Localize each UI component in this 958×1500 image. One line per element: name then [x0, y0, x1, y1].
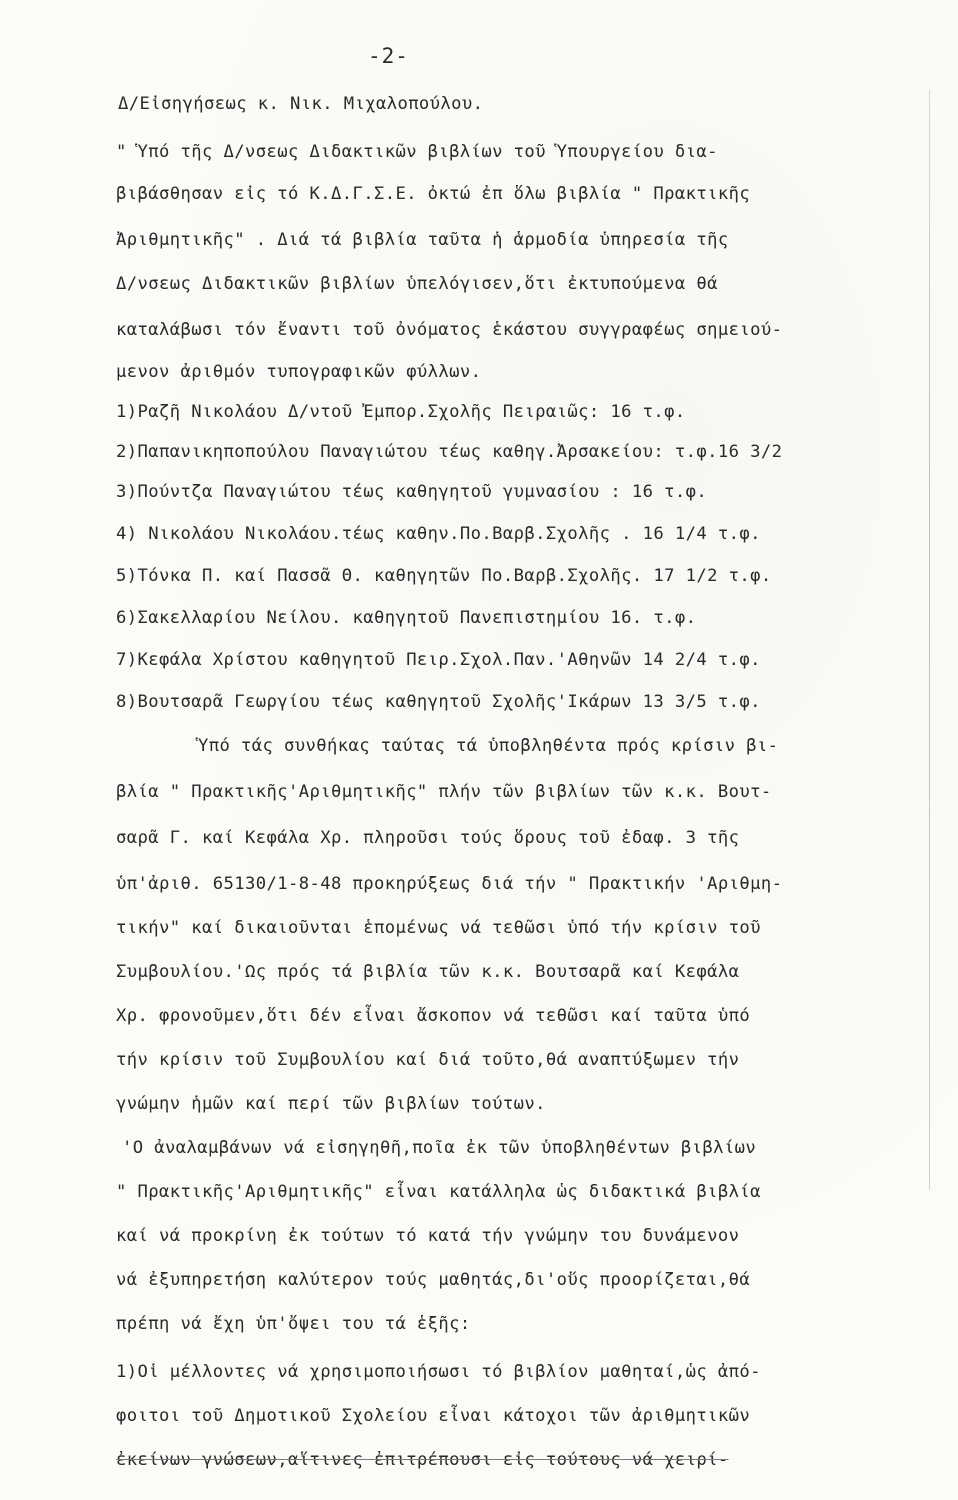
text-line: " Πρακτικῆς'Αριθμητικῆς" εἶναι κατάλληλα ὡς διδακτικά βιβλία [116, 1182, 761, 1202]
author-list-item: 1)Ραζῆ Νικολάου Δ/ντοῦ Ἐμπορ.Σχολῆς Πειραιῶς: 16 τ.φ. [116, 402, 686, 422]
text-line: Δ/νσεως Διδακτικῶν βιβλίων ὑπελόγισεν,ὅτι ἐκτυπούμενα θά [116, 274, 718, 294]
page-number: -2- [368, 44, 409, 68]
text-line: μενον ἀριθμόν τυπογραφικῶν φύλλων. [116, 362, 482, 382]
text-line: βλία " Πρακτικῆς'Αριθμητικῆς" πλήν τῶν βιβλίων τῶν κ.κ. Βουτ- [116, 782, 772, 802]
text-line: 1)Οἱ μέλλοντες νά χρησιμοποιήσωσι τό βιβλίον μαθηταί,ὡς ἀπό- [116, 1362, 761, 1382]
text-line: πρέπη νά ἔχη ὑπ'ὄψει του τά ἑξῆς: [116, 1314, 471, 1334]
text-line: " Ὑπό τῆς Δ/νσεως Διδακτικῶν βιβλίων τοῦ Ὑπουργείου δια- [116, 142, 718, 162]
author-list-item: 3)Πούντζα Παναγιώτου τέως καθηγητοῦ γυμνασίου : 16 τ.φ. [116, 482, 708, 502]
document-heading: Δ/Εἰσηγήσεως κ. Νικ. Μιχαλοπούλου. [118, 94, 484, 114]
text-line: καί νά προκρίνη ἐκ τούτων τό κατά τήν γνώμην του δυνάμενον [116, 1226, 740, 1246]
paragraph-start: Ὑπό τάς συνθήκας ταύτας τά ὑποβληθέντα πρός κρίσιν βι- [198, 736, 779, 756]
text-line: γνώμην ἡμῶν καί περί τῶν βιβλίων τούτων. [116, 1094, 546, 1114]
author-list-item: 5)Τόνκα Π. καί Πασσᾶ Θ. καθηγητῶν Πο.Βαρβ.Σχολῆς. 17 1/2 τ.φ. [116, 566, 772, 586]
author-list-item: 4) Νικολάου Νικολάου.τέως καθην.Πο.Βαρβ.Σχολῆς . 16 1/4 τ.φ. [116, 524, 761, 544]
paragraph-start: 'Ο ἀναλαμβάνων νά εἰσηγηθῆ,ποῖα ἐκ τῶν ὑποβληθέντων βιβλίων [122, 1138, 757, 1158]
author-list-item: 7)Κεφάλα Χρίστου καθηγητοῦ Πειρ.Σχολ.Παν.'Αθηνῶν 14 2/4 τ.φ. [116, 650, 761, 670]
text-line: Συμβουλίου.'Ως πρός τά βιβλία τῶν κ.κ. Βουτσαρᾶ καί Κεφάλα [116, 962, 740, 982]
text-line: βιβάσθησαν εἰς τό Κ.Δ.Γ.Σ.Ε. ὀκτώ ἐπ ὅλω βιβλία " Πρακτικῆς [116, 184, 751, 204]
page-edge-line [929, 90, 930, 1190]
text-line: νά ἐξυπηρετήση καλύτερον τούς μαθητάς,δι'οὕς προορίζεται,θά [116, 1270, 751, 1290]
text-line: φοιτοι τοῦ Δημοτικοῦ Σχολείου εἶναι κάτοχοι τῶν ἀριθμητικῶν [116, 1406, 751, 1426]
text-line-struck: ἐκείνων γνώσεων,αἵτινες ἐπιτρέπουσι εἰς τούτους νά χειρί- [116, 1450, 729, 1470]
text-line: τικήν" καί δικαιοῦνται ἑπομένως νά τεθῶσι ὑπό τήν κρίσιν τοῦ [116, 918, 761, 938]
author-list-item: 6)Σακελλαρίου Νείλου. καθηγητοῦ Πανεπιστημίου 16. τ.φ. [116, 608, 697, 628]
text-line: ὑπ'ἀριθ. 65130/1-8-48 προκηρύξεως διά τήν " Πρακτικήν 'Αριθμη- [116, 874, 783, 894]
text-line: Χρ. φρονοῦμεν,ὅτι δέν εἶναι ἄσκοπον νά τεθῶσι καί ταῦτα ὑπό [116, 1006, 751, 1026]
author-list-item: 2)Παπανικηποπούλου Παναγιώτου τέως καθηγ.Ἀρσακείου: τ.φ.16 3/2 [116, 442, 783, 462]
text-line: σαρᾶ Γ. καί Κεφάλα Χρ. πληροῦσι τούς ὅρους τοῦ ἐδαφ. 3 τῆς [116, 828, 740, 848]
author-list-item: 8)Βουτσαρᾶ Γεωργίου τέως καθηγητοῦ Σχολῆς'Ικάρων 13 3/5 τ.φ. [116, 692, 761, 712]
text-line: τήν κρίσιν τοῦ Συμβουλίου καί διά τοῦτο,θά αναπτύξωμεν τήν [116, 1050, 740, 1070]
text-line: καταλάβωσι τόν ἔναντι τοῦ ὀνόματος ἑκάστου συγγραφέως σημειού- [116, 320, 783, 340]
text-line: Ἀριθμητικῆς" . Διά τά βιβλία ταῦτα ἡ ἁρμοδία ὑπηρεσία τῆς [116, 230, 729, 250]
